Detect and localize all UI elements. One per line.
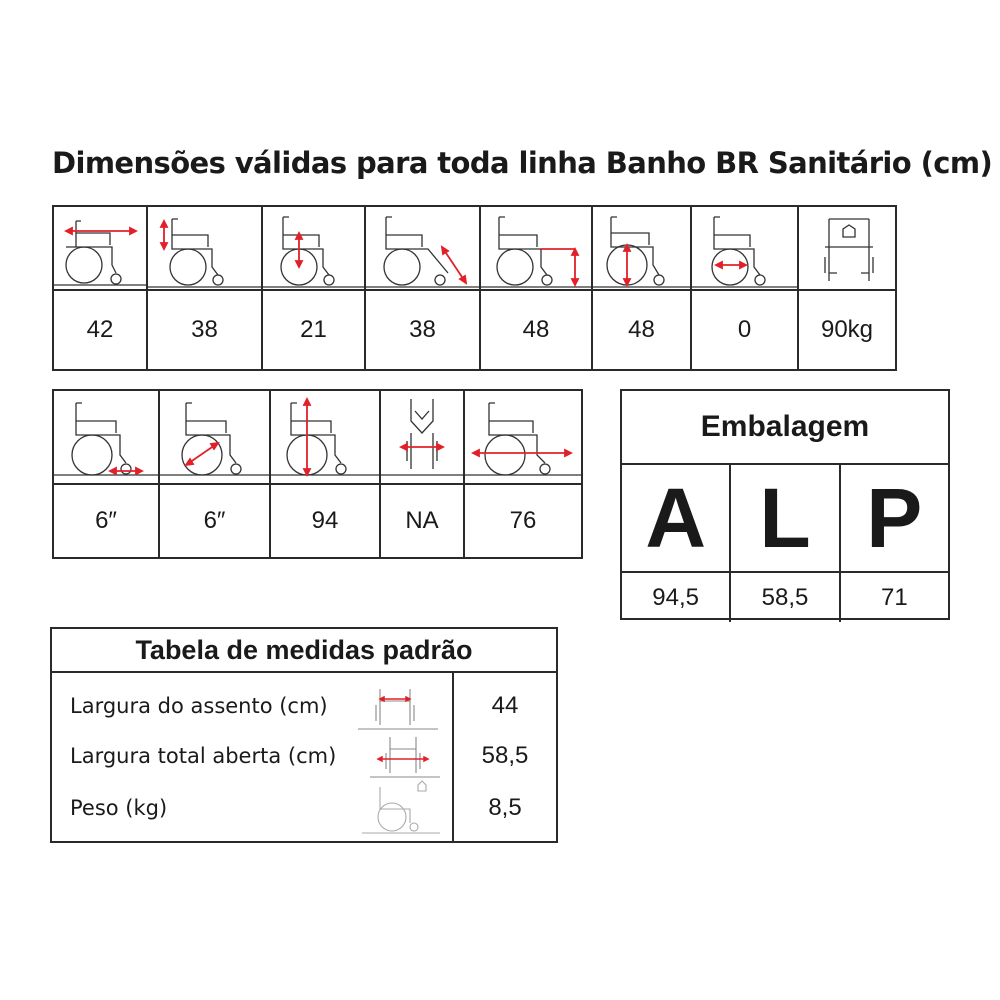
value-cell: 21 bbox=[262, 290, 365, 370]
measure-row-value bbox=[454, 783, 556, 833]
value-cell: 42 bbox=[53, 290, 147, 370]
rear-wheel-diameter-icon bbox=[592, 206, 691, 290]
weight-icon bbox=[362, 779, 442, 835]
value-cell: 38 bbox=[147, 290, 262, 370]
measure-row-value bbox=[454, 681, 556, 731]
total-height-icon bbox=[270, 390, 380, 484]
total-width-front-icon bbox=[370, 733, 440, 781]
measure-label: Peso (kg) bbox=[70, 796, 168, 820]
value-cell: 6″ bbox=[159, 484, 270, 558]
front-wheel-icon bbox=[159, 390, 270, 484]
value-a: 94,5 bbox=[652, 583, 700, 611]
value-cell: 76 bbox=[464, 484, 582, 558]
packaging-title: Embalagem bbox=[622, 391, 948, 465]
armrest-height-icon bbox=[262, 206, 365, 290]
legrest-length-icon bbox=[365, 206, 480, 290]
value-cell: 38 bbox=[365, 290, 480, 370]
dimensions-table-1 bbox=[52, 205, 897, 371]
measure-row bbox=[52, 731, 452, 781]
page-title: Dimensões válidas para toda linha Banho BR Sanitário (cm) bbox=[52, 146, 993, 180]
measure-row bbox=[52, 681, 452, 731]
backrest-height-icon bbox=[147, 206, 262, 290]
measure-row-value bbox=[454, 731, 556, 781]
folded-width-icon bbox=[380, 390, 464, 484]
seat-width-icon bbox=[53, 206, 147, 290]
measure-value: 8,5 bbox=[488, 794, 522, 821]
value-l: 58,5 bbox=[729, 573, 838, 622]
letter-l: L bbox=[729, 465, 838, 571]
measure-value: 58,5 bbox=[481, 742, 529, 769]
value-cell: 0 bbox=[691, 290, 798, 370]
value-cell: 48 bbox=[480, 290, 592, 370]
measure-label: Largura total aberta (cm) bbox=[70, 744, 337, 768]
seat-width-front-icon bbox=[358, 685, 438, 733]
max-load-icon bbox=[798, 206, 896, 290]
seat-depth-icon bbox=[691, 206, 798, 290]
measure-row bbox=[52, 783, 452, 833]
packaging-values bbox=[622, 573, 948, 622]
packaging-letters bbox=[622, 465, 948, 573]
total-length-icon bbox=[464, 390, 582, 484]
packaging-table bbox=[620, 389, 950, 620]
standard-measures-table bbox=[50, 627, 558, 843]
letter-p: P bbox=[839, 465, 948, 571]
dimensions-table-2 bbox=[52, 389, 583, 559]
letter-a: A bbox=[645, 470, 706, 565]
measure-label: Largura do assento (cm) bbox=[70, 694, 328, 718]
measure-value: 44 bbox=[491, 692, 519, 719]
value-p: 71 bbox=[839, 573, 948, 622]
value-cell: 94 bbox=[270, 484, 380, 558]
value-cell: 90kg bbox=[798, 290, 896, 370]
front-caster-icon bbox=[53, 390, 159, 484]
value-cell: NA bbox=[380, 484, 464, 558]
seat-height-icon bbox=[480, 206, 592, 290]
value-cell: 48 bbox=[592, 290, 691, 370]
measures-title: Tabela de medidas padrão bbox=[52, 629, 556, 673]
value-cell: 6″ bbox=[53, 484, 159, 558]
